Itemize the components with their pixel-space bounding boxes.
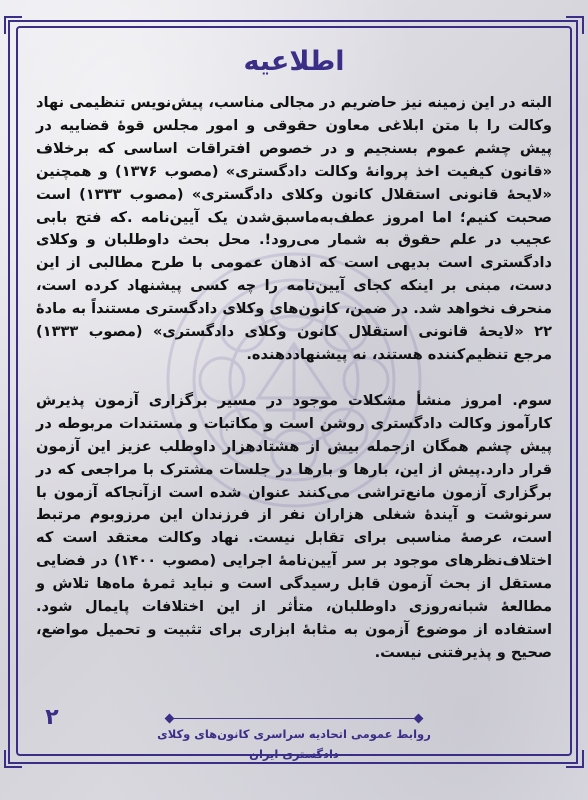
corner-ornament-bottom-right — [566, 750, 584, 768]
paragraph: البته در این زمینه نیز حاضریم در مجالی مناسب، پیش‌نویس تنظیمی نهاد وکالت را با متن ابلاغی معاون حقوقی و امور مجلس قوهٔ قضاییه در پیش چشم عموم بسنجیم و در خصوص افتراقات اساسی که برخلاف «قانون کیفیت اخذ پروانهٔ وکالت دادگستری» (مصوب ۱۳۷۶) و همچنین «لایحهٔ قانونی استقلال کانون وکلای دادگستری» (مصوب ۱۳۳۳) است صحبت کنیم؛ اما امروز عطف‌به‌ماسبق‌شدن یک آیین‌نامه .که فتح بابی عجیب در علم حقوق به شمار می‌رود!. محل بحث داوطلبان و وکلای دادگستری است بدیهی است که اذهان عمومی با طرح مطالبی از این دست، مبنی بر اینکه کجای آیین‌نامه را چه کسی پیشنهاد کرده است، منحرف نخواهد شد. در ضمن، کانون‌های وکلای دادگستری مستنداً به مادهٔ ۲۲ «لایحهٔ قانونی استقلال کانون وکلای دادگستری» (مصوب ۱۳۳۳) مرجع تنظیم‌کننده هستند، نه پیشنهاددهنده. — [36, 94, 553, 363]
corner-ornament-top-left — [4, 16, 22, 34]
corner-ornament-top-right — [566, 16, 584, 34]
footer-organization: روابط عمومی اتحادیه سراسری کانون‌های وکلای دادگستری ایران — [157, 727, 431, 761]
paragraph: سوم. امروز منشأ مشکلات موجود در مسیر برگزاری آزمون پذیرش کارآموز وکالت دادگستری روشن است و مکاتبات و مستندات مربوطه در پیش چشم همگان ازجمله بیش از هشتادهزار داوطلب عزیز این آزمون قرار دارد.پیش از این، بارها و بارها در جلسات مشترک با مراجعی که در برگزاری آزمون مانع‌تراشی می‌کنند عنوان شده است ازآنجاکه آزمون با سرنوشت و آیندهٔ شغلی هزاران نفر از فرزندان این مرزوبوم مرتبط است، عرصهٔ مناسبی برای تقابل نیست. نهاد وکالت معتقد است که اختلاف‌نظرهای موجود بر سر آیین‌نامهٔ اجرایی (مصوب ۱۴۰۰) در فضایی مستقل از بحث آزمون قابل رسیدگی است و نباید ثمرهٔ ماه‌ها تلاش و مطالعهٔ شبانه‌روزی داوطلبان، متأثر از این اختلافات پایمال شود. استفاده از موضوع آزمون به مثابهٔ ابزاری برای تثبیت و تحمیل مواضع، صحیح و پذیرفتنی نیست. — [36, 391, 552, 661]
footer-divider — [170, 718, 418, 719]
corner-ornament-bottom-left — [4, 750, 22, 768]
page-title: اطلاعیه — [243, 46, 345, 77]
page-number: ۲ — [45, 705, 59, 730]
announcement-body — [36, 92, 552, 665]
